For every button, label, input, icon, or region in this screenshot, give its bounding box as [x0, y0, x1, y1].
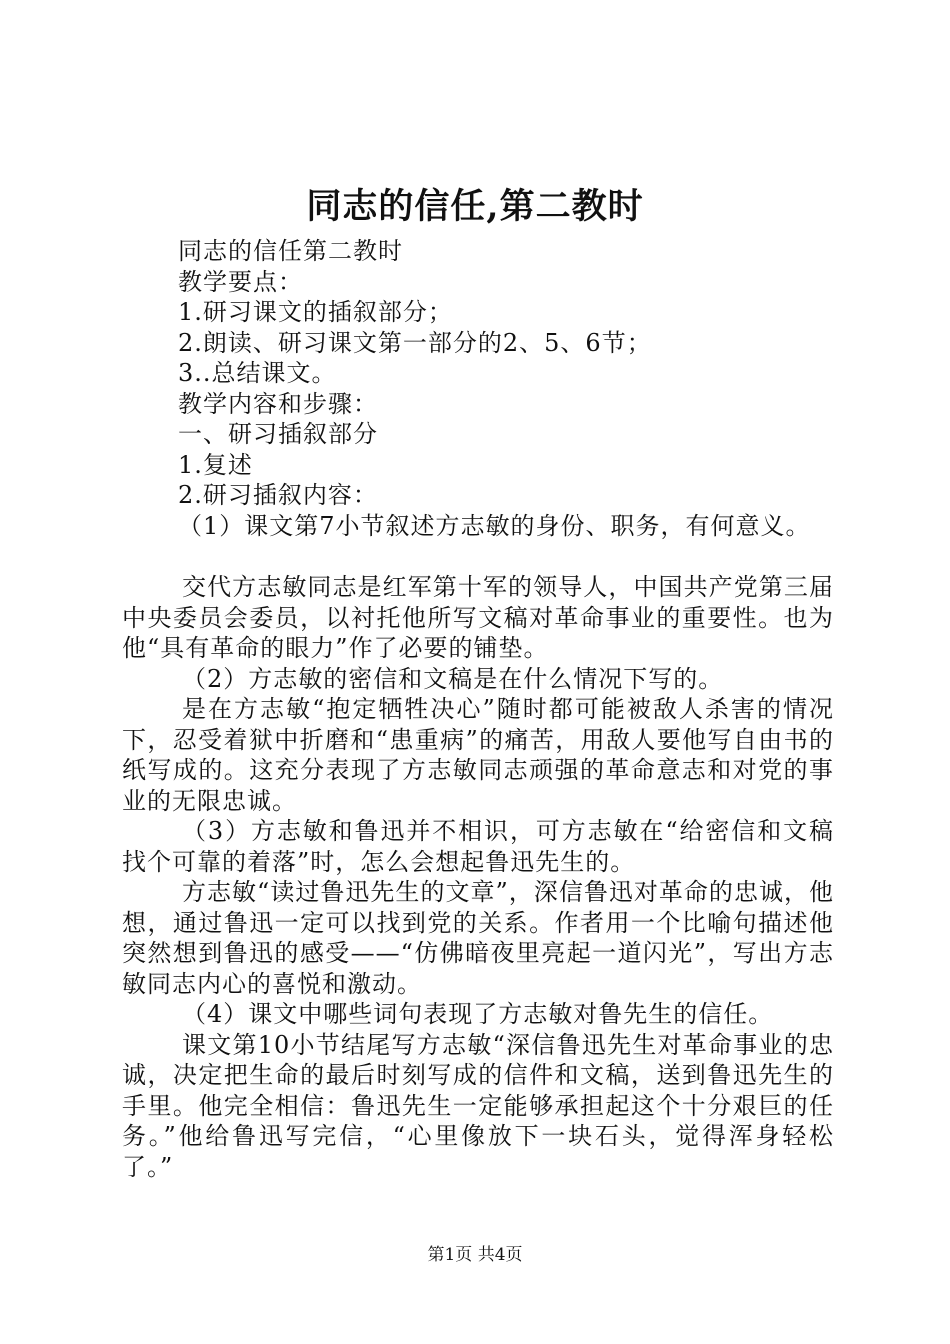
blank-gap [122, 541, 834, 572]
paragraph: 课文第10小节结尾写方志敏“深信鲁迅先生对革命事业的忠诚，决定把生命的最后时刻写成的信件和文稿，送到鲁迅先生的手里。他完全相信：鲁迅先生一定能够承担起这个十分艰巨的任务。”他给鲁迅写完信，“心里像放下一块石头，觉得浑身轻松了。” [122, 1030, 834, 1181]
document-title: 同志的信任,第二教时 [306, 186, 644, 227]
text-line: 2.研习插叙内容： [178, 481, 378, 509]
text-line: 3..总结课文。 [178, 359, 337, 387]
page-footer: 第1页 共4页 [427, 1245, 523, 1265]
text-line: 1.研习课文的插叙部分； [178, 298, 453, 326]
text-line: 同志的信任第二教时 [178, 237, 403, 265]
text-line: 2.朗读、研习课文第一部分的2、5、6节； [178, 328, 652, 357]
document-body [122, 236, 834, 1182]
paragraph: （4）课文中哪些词句表现了方志敏对鲁先生的信任。 [182, 1000, 774, 1028]
text-line: （1）课文第7小节叙述方志敏的身份、职务，有何意义。 [178, 511, 811, 540]
text-line: 1.复述 [178, 450, 253, 479]
text-line: 教学内容和步骤： [178, 389, 378, 418]
text-line: 一、研习插叙部分 [178, 420, 378, 448]
paragraph: 交代方志敏同志是红军第十军的领导人，中国共产党第三届中央委员会委员，以衬托他所写文稿对革命事业的重要性。也为他“具有革命的眼力”作了必要的铺垫。 [122, 573, 834, 662]
text-line: 教学要点： [178, 267, 303, 296]
paragraph: （2）方志敏的密信和文稿是在什么情况下写的。 [182, 664, 724, 693]
paragraph: 是在方志敏“抱定牺牲决心”随时都可能被敌人杀害的情况下，忍受着狱中折磨和“患重病”的痛苦，用敌人要他写自由书的纸写成的。这充分表现了方志敏同志顽强的革命意志和对党的事业的无限忠诚。 [122, 695, 834, 815]
paragraph: （3）方志敏和鲁迅并不相识，可方志敏在“给密信和文稿找个可靠的着落”时，怎么会想起鲁迅先生的。 [122, 817, 834, 876]
paragraph: 方志敏“读过鲁迅先生的文章”，深信鲁迅对革命的忠诚，他想，通过鲁迅一定可以找到党的关系。作者用一个比喻句描述他突然想到鲁迅的感受——“仿佛暗夜里亮起一道闪光”，写出方志敏同志内心的喜悦和激动。 [122, 878, 834, 998]
